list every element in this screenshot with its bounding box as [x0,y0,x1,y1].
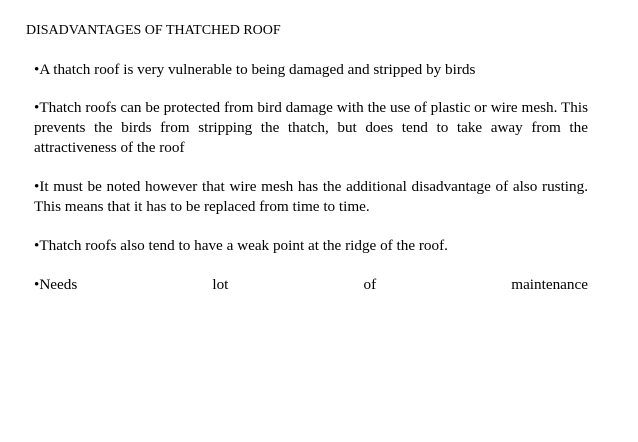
bullet-point-bird-vulnerability: •A thatch roof is very vulnerable to being damaged and stripped by birds [34,61,476,78]
bullet-point-ridge-weakness: •Thatch roofs also tend to have a weak point at the ridge of the roof. [34,237,448,254]
bullet-point-mesh-protection: •Thatch roofs can be protected from bird damage with the use of plastic or wire mesh. This prevents the birds from stripping the thatch, but does tend to take away from the attractiveness of the roof [34,99,588,156]
bullet-point-maintenance: •Needs lot of maintenance [34,276,588,293]
slide-title: DISADVANTAGES OF THATCHED ROOF [26,23,281,38]
bullet-point-mesh-rusting: •It must be noted however that wire mesh has the additional disadvantage of also rusting. This means that it has to be replaced from time to time. [34,178,588,215]
